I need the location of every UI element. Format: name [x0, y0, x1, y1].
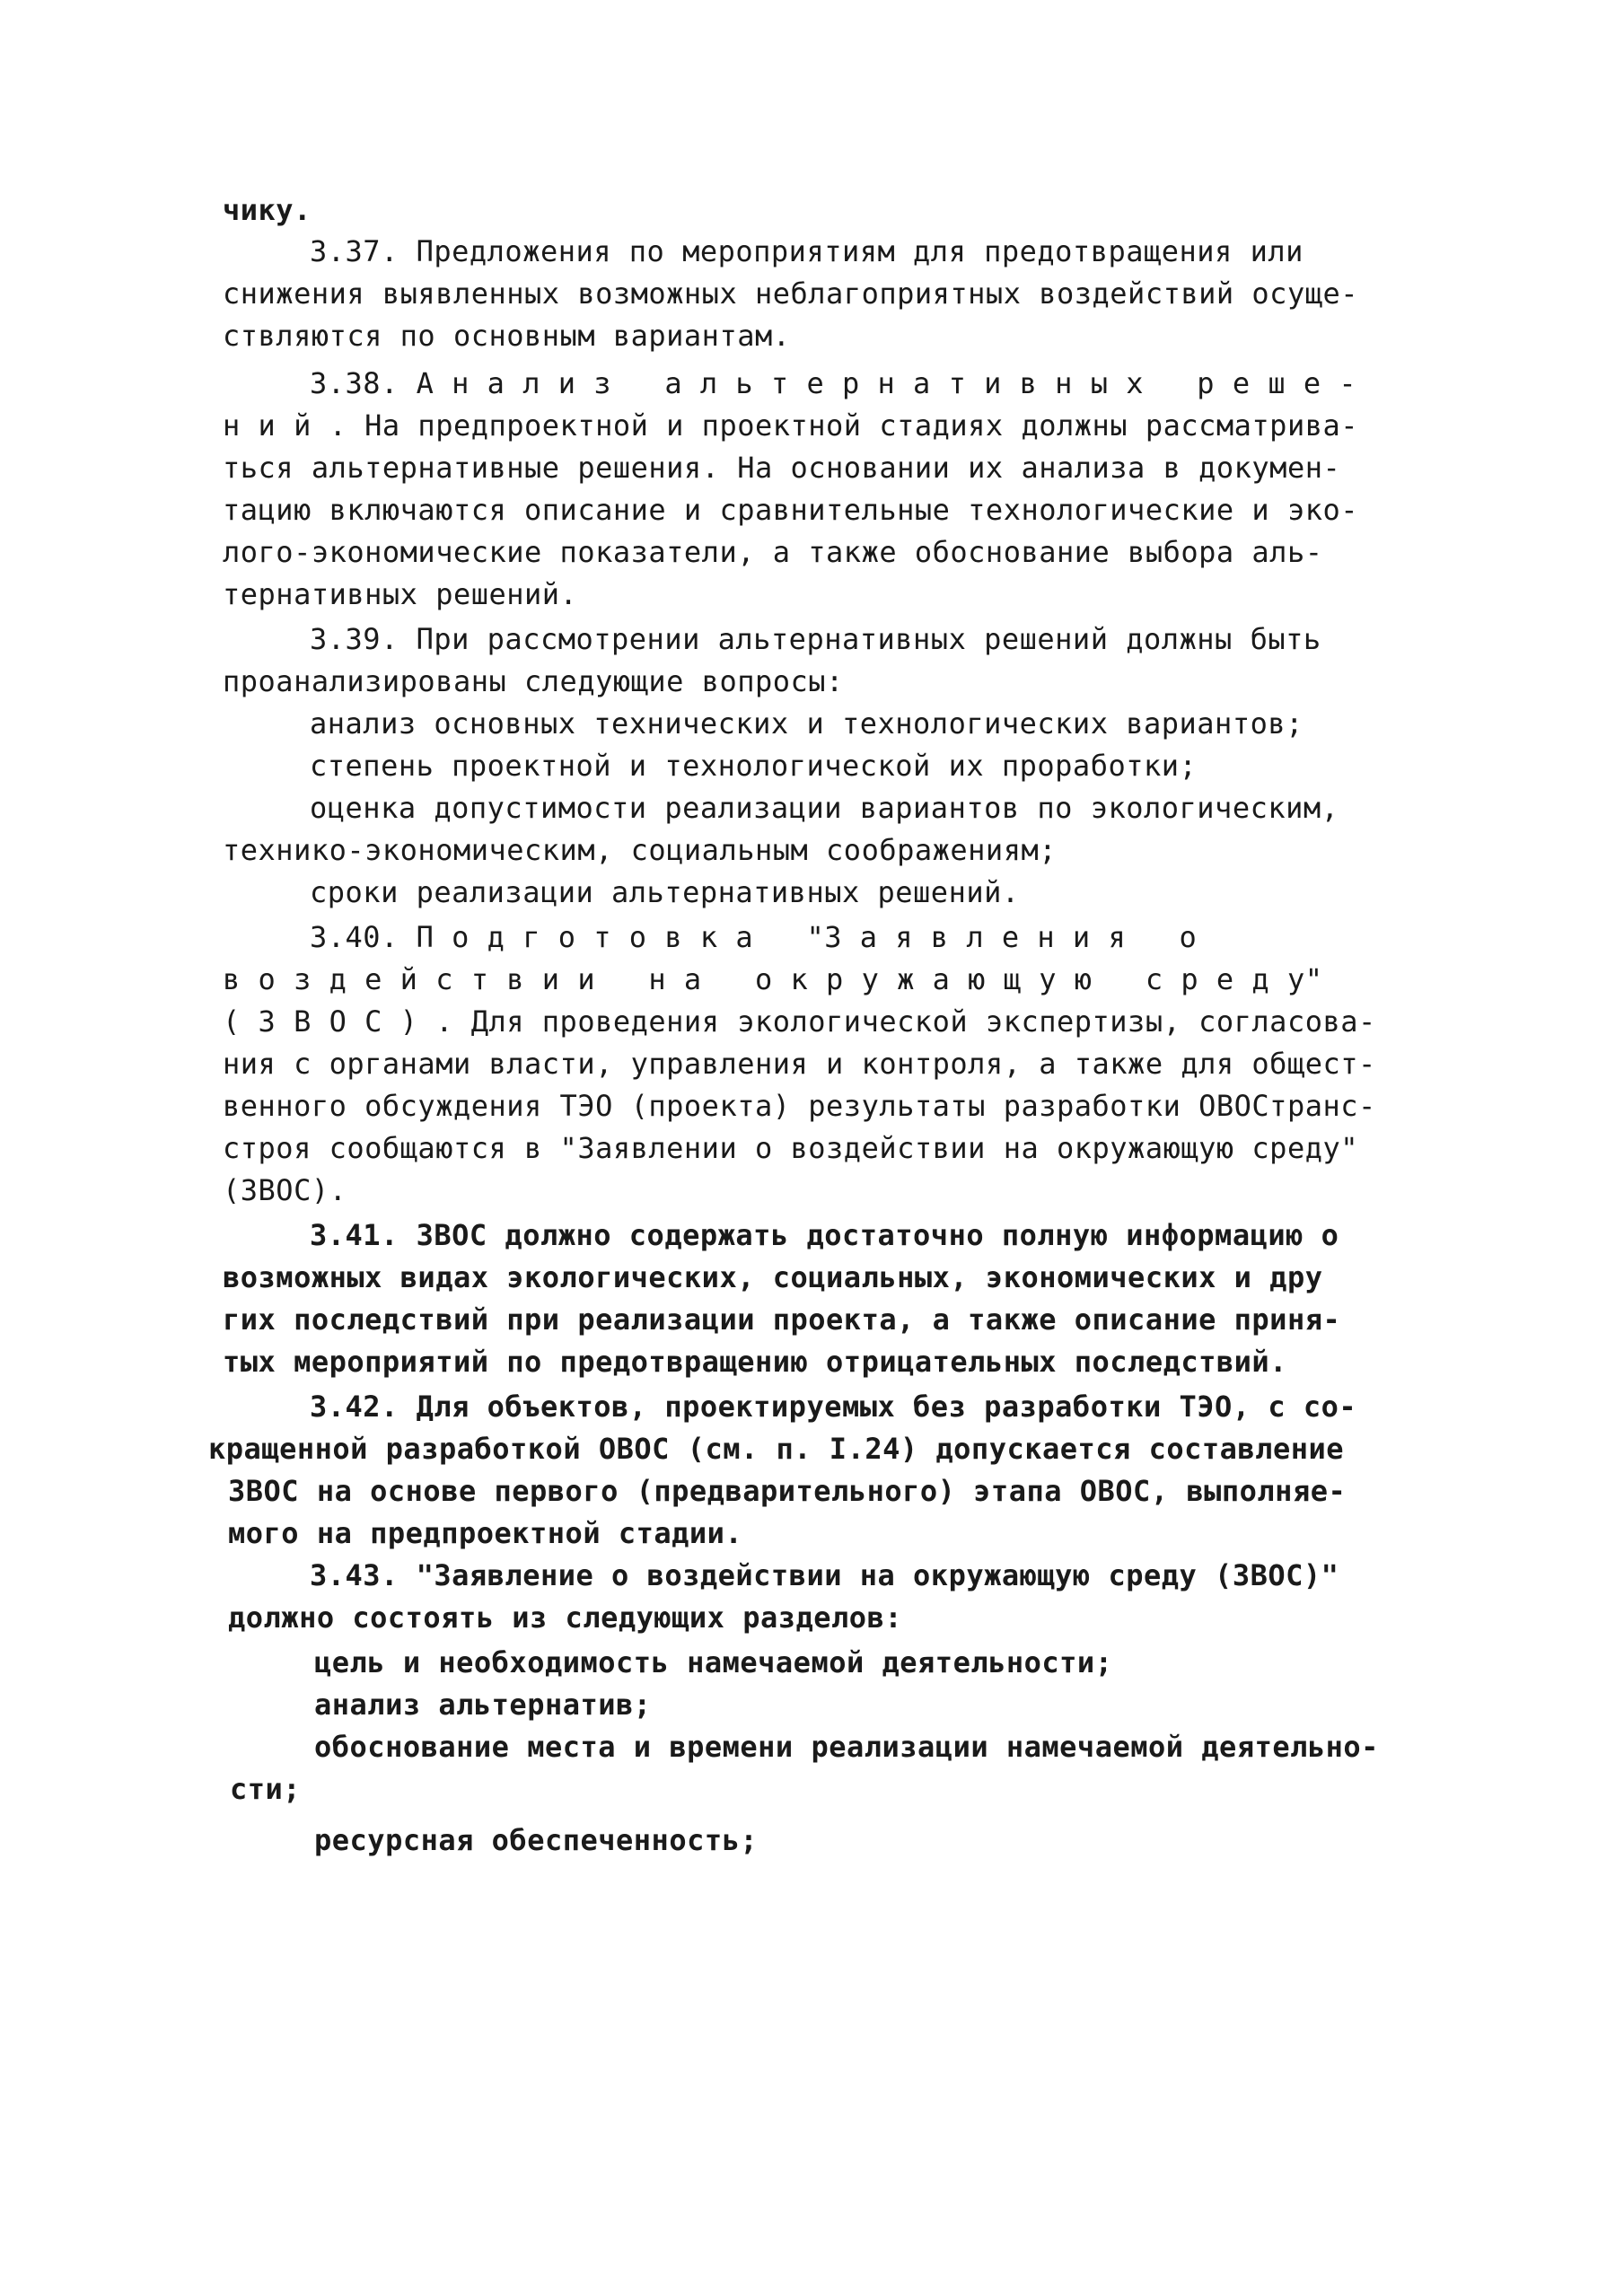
- text-line: венного обсуждения ТЭО (проекта) результаты разработки ОВОСтранс-: [223, 1089, 1376, 1123]
- text-line: ния с органами власти, управления и контроля, а также для общест-: [223, 1047, 1376, 1081]
- text-line: (ЗВОС).: [223, 1173, 347, 1207]
- text-line: 3.37. Предложения по мероприятиям для предотвращения или: [310, 234, 1304, 268]
- text-line: лого-экономические показатели, а также обоснование выбора аль-: [223, 535, 1323, 569]
- text-line: 3.42. Для объектов, проектируемых без разработки ТЭО, с со-: [310, 1390, 1357, 1424]
- text-line: тацию включаются описание и сравнительные технологические и эко-: [223, 493, 1358, 527]
- text-line: 3.41. ЗВОС должно содержать достаточно полную информацию о: [310, 1218, 1339, 1252]
- text-line: ЗВОС на основе первого (предварительного) этапа ОВОС, выполняе-: [228, 1474, 1347, 1508]
- text-line: ствляются по основным вариантам.: [223, 319, 791, 353]
- text-line: тых мероприятий по предотвращению отрицательных последствий.: [223, 1345, 1287, 1379]
- text-line: в о з д е й с т в и и н а о к р у ж а ю щ у ю с р е д у": [223, 962, 1323, 996]
- text-line: анализ альтернатив;: [314, 1688, 652, 1722]
- text-line: обоснование места и времени реализации намечаемой деятельно-: [314, 1730, 1379, 1764]
- text-line: анализ основных технических и технологических вариантов;: [310, 706, 1304, 741]
- text-line: оценка допустимости реализации вариантов по экологическим,: [310, 791, 1339, 825]
- text-line: степень проектной и технологической их проработки;: [310, 749, 1198, 783]
- text-line: ться альтернативные решения. На основании их анализа в докумен-: [223, 451, 1341, 485]
- text-line: ( З В О С ) . Для проведения экологической экспертизы, согласова-: [223, 1004, 1376, 1039]
- text-line: сроки реализации альтернативных решений.: [310, 875, 1020, 909]
- text-line: н и й . На предпроектной и проектной стадиях должны рассматрива-: [223, 408, 1358, 443]
- text-line: цель и необходимость намечаемой деятельности;: [314, 1645, 1113, 1679]
- text-line: должно состоять из следующих разделов:: [228, 1600, 903, 1635]
- text-line: сти;: [230, 1772, 302, 1806]
- text-line: кращенной разработкой ОВОС (см. п. I.24) допускается составление: [208, 1432, 1344, 1466]
- text-line: мого на предпроектной стадии.: [228, 1516, 743, 1550]
- text-line: снижения выявленных возможных неблагоприятных воздействий осуще-: [223, 276, 1358, 311]
- text-line: проанализированы следующие вопросы:: [223, 664, 844, 698]
- text-line: тернативных решений.: [223, 577, 578, 611]
- text-line: возможных видах экологических, социальных, экономических и дру: [223, 1260, 1323, 1294]
- text-line: 3.40. П о д г о т о в к а "З а я в л е н и я о: [310, 920, 1198, 954]
- text-line: 3.39. При рассмотрении альтернативных решений должны быть: [310, 622, 1321, 656]
- text-line: чику.: [223, 193, 312, 227]
- text-line: технико-экономическим, социальным соображениям;: [223, 833, 1057, 867]
- text-line: ресурсная обеспеченность;: [314, 1823, 759, 1857]
- text-line: строя сообщаются в "Заявлении о воздействии на окружающую среду": [223, 1131, 1358, 1165]
- text-line: 3.38. А н а л и з а л ь т е р н а т и в н ы х р е ш е -: [310, 366, 1357, 400]
- text-line: гих последствий при реализации проекта, а также описание приня-: [223, 1302, 1341, 1337]
- text-line: 3.43. "Заявление о воздействии на окружающую среду (ЗВОС)": [310, 1558, 1339, 1592]
